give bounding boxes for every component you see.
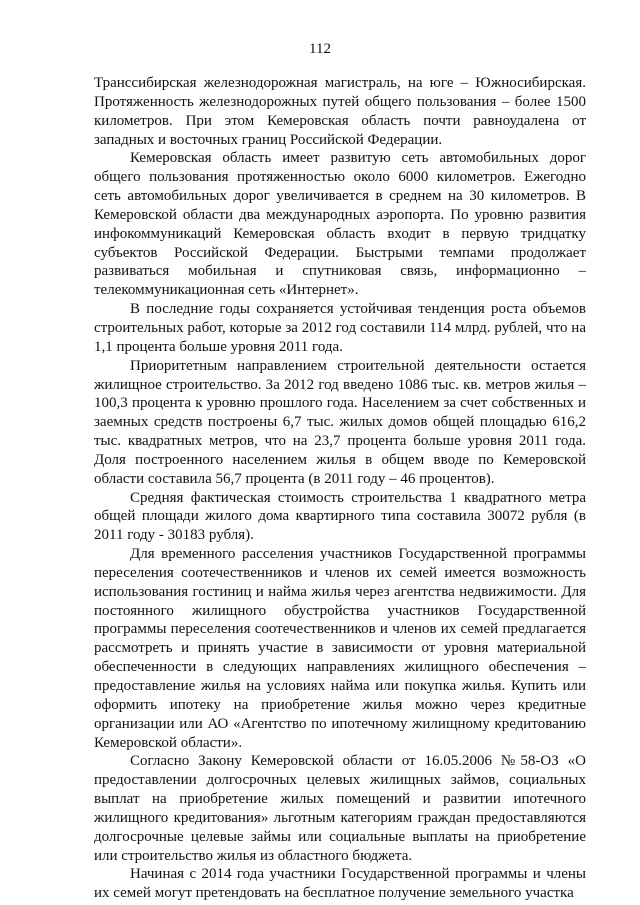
body-text — [94, 74, 586, 903]
paragraph-housing-construction: Приоритетным направлением строительной деятельности остается жилищное строительство. За 2012 год введено 1086 тыс. кв. метров жилья – 100,3 процента к уровню прошлого года. Населением за счет собственных и заемных средств построены 6,7 тыс. жилых домов общей площадью 616,2 тыс. квадратных метров, что на 23,7 процента больше уровня 2011 года. Доля построенного населением жилья в общем вводе по Кемеровской области составила 56,7 процента (в 2011 году – 46 процентов). — [94, 357, 586, 487]
paragraph-construction-volume: В последние годы сохраняется устойчивая тенденция роста объемов строительных работ, которые за 2012 год составили 114 млрд. рублей, что на 1,1 процента больше уровня 2011 года. — [94, 301, 586, 355]
paragraph-regional-law: Согласно Закону Кемеровской области от 16.05.2006 №58-ОЗ «О предоставлении долгосрочных целевых жилищных займов, социальных выплат на приобретение жилых помещений и развитии ипотечного жилищного кредитования» льготным категориям граждан предоставляются долгосрочные целевые займы или социальные выплаты на приобретение или строительство жилья из областного бюджета. — [94, 753, 586, 864]
paragraph-land-plot: Начиная с 2014 года участники Государственной программы и члены их семей могут претендовать на бесплатное получение земельного участка — [94, 866, 586, 902]
paragraph-temporary-housing: Для временного расселения участников Государственной программы переселения соотечественников и членов их семей имеется возможность использования гостиниц и найма жилья через агентства недвижимости. Для постоянного жилищного обустройства участников Государственной программы переселения соотечественников и членов их семей предлагается рассмотреть и принять участие в зависимости от уровня материальной обеспеченности в следующих направлениях жилищного обеспечения – предоставление жилья на условиях найма или покупка жилья. Купить или оформить ипотеку на приобретение жилья можно через кредитные организации или АО «Агентство по ипотечному жилищному кредитованию Кемеровской области». — [94, 546, 586, 751]
paragraph-cost-per-meter: Средняя фактическая стоимость строительства 1 квадратного метра общей площади жилого дома квартирного типа составила 30072 рубля (в 2011 году - 30183 рубля). — [94, 489, 586, 544]
paragraph-roads-telecom: Кемеровская область имеет развитую сеть автомобильных дорог общего пользования протяженностью около 6000 километров. Ежегодно сеть автомобильных дорог увеличивается в среднем на 30 километров. В Кемеровской области два международных аэропорта. По уровню развития инфокоммуникаций Кемеровская область входит в первую тридцатку субъектов Российской Федерации. Быстрыми темпами продолжает развиваться мобильная и спутниковая связь, информационно – телекоммуникационная сеть «Интернет». — [94, 150, 586, 299]
paragraph-railways: Транссибирская железнодорожная магистраль, на юге – Южносибирская. Протяженность железнодорожных путей общего пользования – более 1500 километров. При этом Кемеровская область почти равноудалена от западных и восточных границ Российской Федерации. — [94, 75, 586, 148]
page-number: 112 — [309, 41, 331, 57]
